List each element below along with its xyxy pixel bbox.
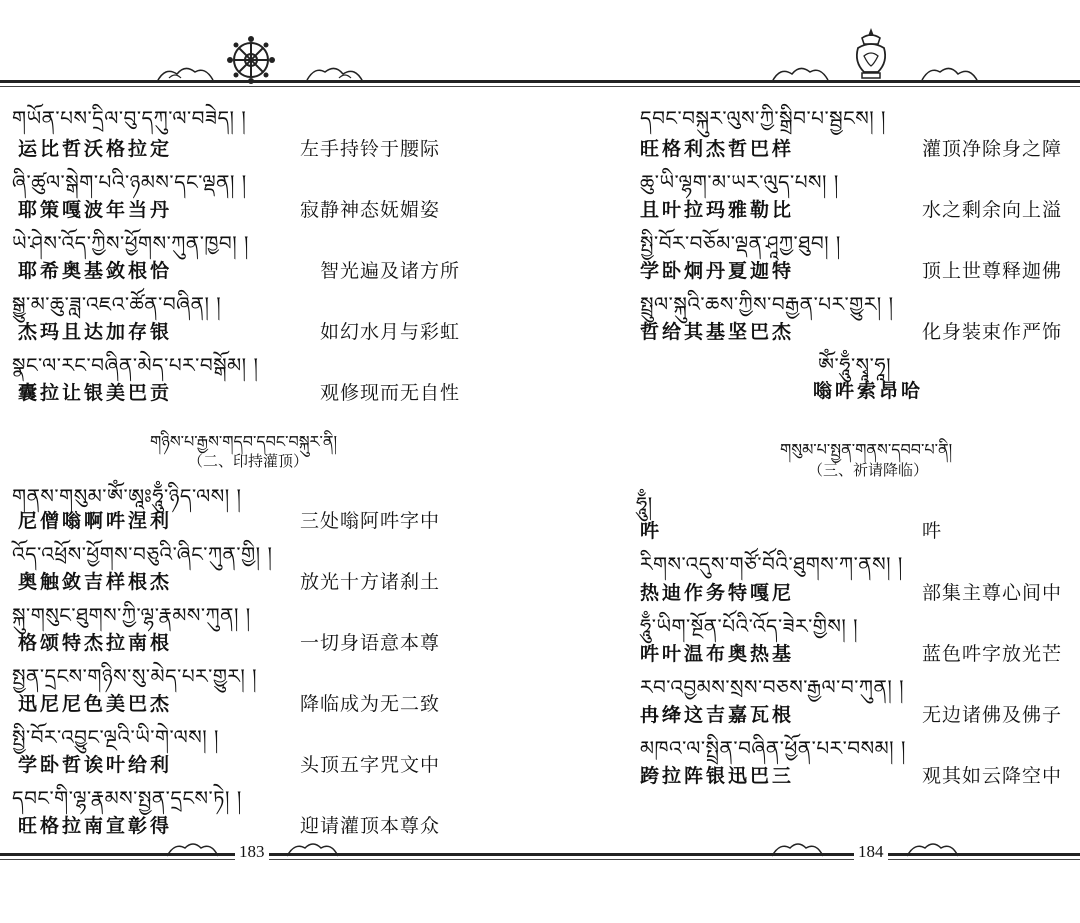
section-title-chinese: （三、祈请降临）: [808, 461, 929, 479]
page-number: 184: [854, 842, 888, 862]
transliteration-line: 耶策嘎波年当丹: [18, 199, 173, 221]
tibetan-line: སྤྱན་དྲངས་གཉིས་སུ་མེད་པར་གྱུར། །: [12, 664, 258, 688]
chinese-translation: 蓝色吽字放光芒: [922, 643, 1063, 665]
chinese-translation: 降临成为无二致: [300, 693, 441, 715]
chinese-translation: 吽: [922, 520, 943, 542]
mantra-chinese: 嗡吽索昂哈: [813, 380, 924, 402]
transliteration-line: 吽叶温布奥热基: [640, 643, 795, 665]
tibetan-line: རིགས་འདུས་གཙོ་བོའི་ཐུགས་ཀ་ནས། །: [640, 552, 903, 576]
transliteration-line: 囊拉让银美巴贡: [18, 382, 173, 404]
chinese-translation: 放光十方诸刹土: [300, 571, 441, 593]
tibetan-line: སྤྱི་བོར་བཅོམ་ལྡན་ཤཱཀྱ་ཐུབ། །: [640, 231, 841, 255]
cloud-ornament-icon: [770, 64, 830, 84]
chinese-translation: 灌顶净除身之障: [922, 138, 1063, 160]
cloud-ornament-icon: [165, 840, 220, 858]
chinese-translation: 顶上世尊释迦佛: [922, 260, 1063, 282]
chinese-translation: 左手持铃于腰际: [300, 138, 441, 160]
cloud-ornament-icon: [905, 840, 960, 858]
chinese-translation: 迎请灌顶本尊众: [300, 815, 441, 837]
transliteration-line: 吽: [640, 520, 663, 542]
chinese-translation: 化身装束作严饰: [922, 321, 1063, 343]
transliteration-line: 热迪作务特嘎尼: [640, 582, 795, 604]
transliteration-line: 杰玛且达加存银: [18, 321, 173, 343]
tibetan-line: གནས་གསུམ་ཨོཾ་ཨཱཿཧཱུྃ་ཉིད་ལས། །: [12, 484, 242, 508]
treasure-vase-icon: [848, 26, 894, 86]
transliteration-line: 学卧炯丹夏迦特: [640, 260, 795, 282]
transliteration-line: 格颂特杰拉南根: [18, 632, 173, 654]
footer-rule: [0, 853, 540, 856]
tibetan-line: སྤྲུལ་སྐུའི་ཆས་ཀྱིས་བརྒྱན་པར་གྱུར། །: [640, 292, 894, 316]
transliteration-line: 跨拉阵银迅巴三: [640, 765, 795, 787]
header-rule-thin: [0, 86, 540, 87]
section-title-chinese: （二、印持灌顶）: [188, 452, 309, 470]
transliteration-line: 学卧哲诶叶给利: [18, 754, 173, 776]
transliteration-line: 且叶拉玛雅勒比: [640, 199, 795, 221]
transliteration-line: 耶希奥基敛根恰: [18, 260, 173, 282]
seed-syllable-tibetan: ཧཱུྃ།: [636, 492, 653, 516]
chinese-translation: 如幻水月与彩虹: [320, 321, 461, 343]
tibetan-line: སྤྱི་བོར་འབྱུང་ལྔའི་ཡི་གེ་ལས། །: [12, 725, 219, 749]
section-title-tibetan: གཉིས་པ་རྒྱས་གདབ་དབང་བསྐུར་ནི།: [150, 432, 338, 451]
tibetan-line: སྣང་ལ་རང་བཞིན་མེད་པར་བསྒོམ། །: [12, 353, 259, 377]
transliteration-line: 奥触敛吉样根杰: [18, 571, 173, 593]
tibetan-line: ཧཱུྃ་ཡིག་སྔོན་པོའི་འོད་ཟེར་གྱིས། །: [640, 614, 859, 638]
cloud-ornament-icon: [155, 64, 215, 84]
dharma-wheel-icon: [225, 34, 277, 86]
cloud-ornament-icon: [285, 840, 340, 858]
chinese-translation: 观修现而无自性: [320, 382, 461, 404]
tibetan-line: མཁའ་ལ་སྤྲིན་བཞིན་ཕྱོན་པར་བསམ། །: [640, 736, 906, 760]
footer-rule-thin: [0, 859, 540, 860]
section-title-tibetan: གསུམ་པ་སྤྱན་གནས་དབབ་པ་ནི།: [780, 440, 953, 459]
right-page: [540, 0, 1080, 923]
mantra-tibetan: ཨོཾ་ཧཱུྃ་སྭཱ་ཧཱ།: [818, 353, 892, 377]
transliteration-line: 旺格利杰哲巴样: [640, 138, 795, 160]
chinese-translation: 智光遍及诸方所: [320, 260, 461, 282]
tibetan-line: དབང་གི་ལྷ་རྣམས་སྤྱན་དྲངས་ཏེ། །: [12, 786, 242, 810]
chinese-translation: 一切身语意本尊: [300, 632, 441, 654]
chinese-translation: 三处嗡阿吽字中: [300, 510, 441, 532]
cloud-ornament-icon: [920, 64, 980, 84]
chinese-translation: 寂静神态妩媚姿: [300, 199, 441, 221]
chinese-translation: 无边诸佛及佛子: [922, 704, 1063, 726]
cloud-ornament-icon: [305, 64, 365, 84]
cloud-ornament-icon: [770, 840, 825, 858]
chinese-translation: 部集主尊心间中: [922, 582, 1063, 604]
transliteration-line: 哲给其基坚巴杰: [640, 321, 795, 343]
transliteration-line: 冉绛这吉嘉瓦根: [640, 704, 795, 726]
tibetan-line: གཡོན་པས་དྲིལ་བུ་དཀུ་ལ་བཟེད། །: [12, 106, 247, 130]
chinese-translation: 观其如云降空中: [922, 765, 1063, 787]
footer-rule-thin: [540, 859, 1080, 860]
transliteration-line: 运比哲沃格拉定: [18, 138, 173, 160]
tibetan-line: ཞི་ཚུལ་སྒེག་པའི་ཉམས་དང་ལྡན། །: [12, 170, 247, 194]
tibetan-line: ཡེ་ཤེས་འོད་ཀྱིས་ཕྱོགས་ཀུན་ཁྱབ། །: [12, 231, 249, 255]
chinese-translation: 水之剩余向上溢: [922, 199, 1063, 221]
transliteration-line: 迅尼尼色美巴杰: [18, 693, 173, 715]
page-number: 183: [235, 842, 269, 862]
transliteration-line: 旺格拉南宣彰得: [18, 815, 173, 837]
tibetan-line: སྒྱུ་མ་ཆུ་ཟླ་འཇའ་ཚོན་བཞིན། །: [12, 292, 222, 316]
chinese-translation: 头顶五字咒文中: [300, 754, 441, 776]
tibetan-line: ཆུ་ཡི་ལྷག་མ་ཡར་ལུད་པས། །: [640, 170, 839, 194]
tibetan-line: སྐུ་གསུང་ཐུགས་ཀྱི་ལྷ་རྣམས་ཀུན། །: [12, 603, 251, 627]
transliteration-line: 尼僧嗡啊吽涅利: [18, 510, 173, 532]
tibetan-line: དབང་བསྐུར་ལུས་ཀྱི་སྒྲིབ་པ་སྦྱངས། །: [640, 106, 886, 130]
tibetan-line: རབ་འབྱམས་སྲས་བཅས་རྒྱལ་བ་ཀུན། །: [640, 675, 905, 699]
tibetan-line: འོད་འཕྲོས་ཕྱོགས་བཅུའི་ཞིང་ཀུན་གྱི། །: [12, 542, 273, 566]
header-rule-thin: [540, 86, 1080, 87]
